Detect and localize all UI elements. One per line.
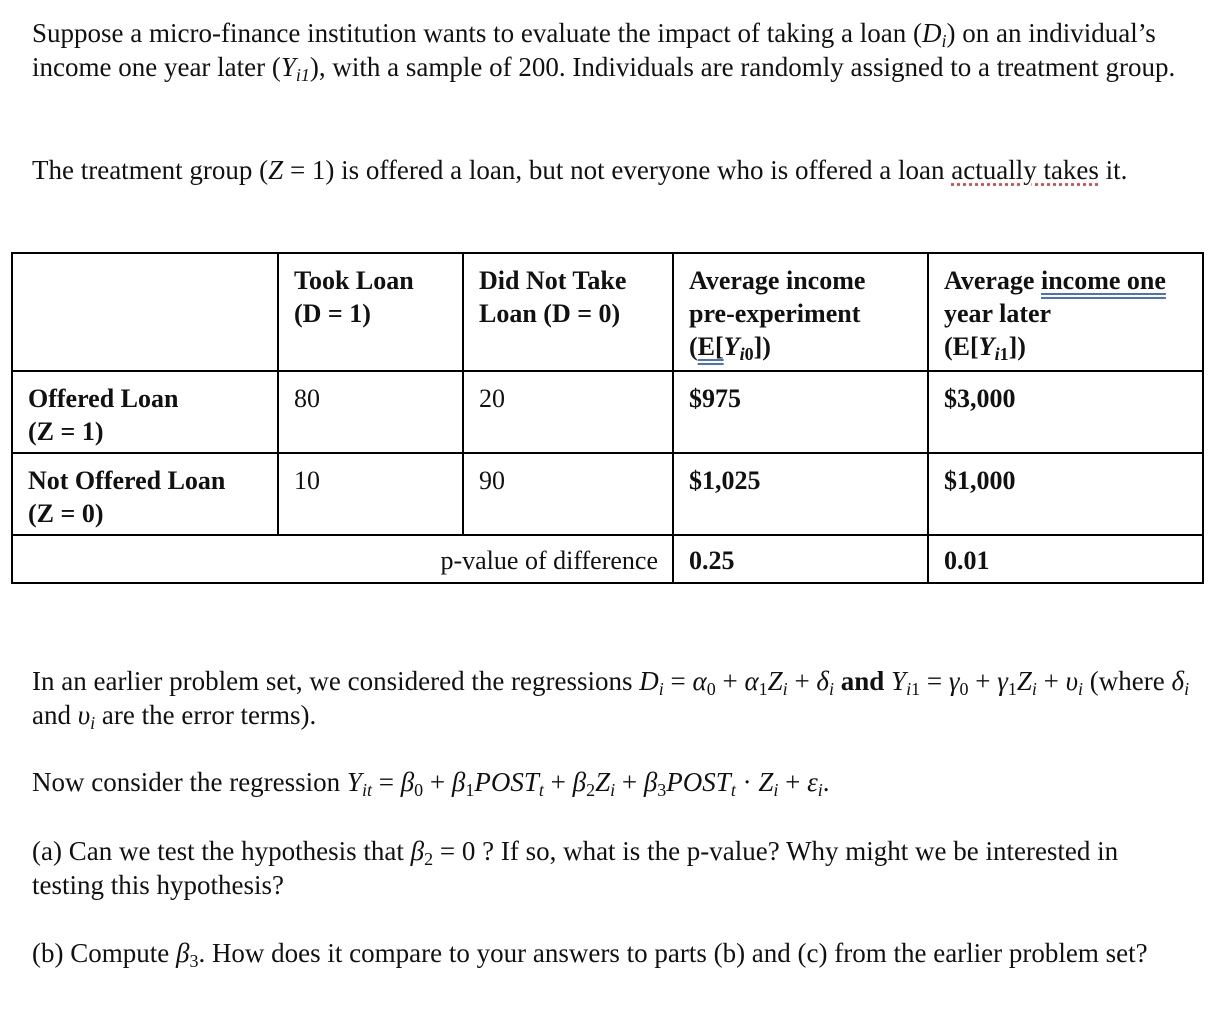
- pvalue-post: 0.01: [928, 535, 1203, 583]
- results-table: [11, 252, 1204, 584]
- treatment-paragraph: The treatment group (Z = 1) is offered a loan, but not everyone who is offered a loan actually takes it.: [32, 155, 1128, 185]
- cell-post-income: $1,000: [928, 453, 1203, 535]
- cell-pre-income: $975: [673, 371, 928, 453]
- pvalue-pre: 0.25: [673, 535, 928, 583]
- cell-not-took: 90: [463, 453, 673, 535]
- did-regression-paragraph: Now consider the regression $Y_{it} = \beta_0$ + $\beta_1POST_t + \beta_2Z_i$ + $\beta_3POST_t \cdot Z_i + \varepsilon_i$.: [32, 767, 830, 800]
- table-header-row: [12, 253, 1203, 371]
- cell-took: 80: [278, 371, 463, 453]
- question-a: (a) Can we test the hypothesis that $\beta_2 = 0$ ? If so, what is the p-value? Why might we be interested in testing this hypothesis?: [32, 836, 1119, 900]
- cell-took: 10: [278, 453, 463, 535]
- header-did-not-take: Did Not Take Loan (D = 0): [463, 253, 673, 371]
- row-label-not-offered: Not Offered Loan (Z = 0): [12, 453, 278, 535]
- pvalue-label: p-value of difference: [12, 535, 673, 583]
- question-b: (b) Compute $\beta_3$. How does it compare to your answers to parts (b) and (c) from the earlier problem set?: [32, 938, 1148, 971]
- intro-paragraph: Suppose a micro-finance institution wants to evaluate the impact of taking a loan $(D_i)$ on an individual’s income one year later $(Y_{i1})$, with a sample of 200. Individuals are randomly assigned to a treatment group.: [32, 18, 1176, 85]
- regressions-paragraph: In an earlier problem set, we considered the regressions $D_i = \alpha_0 + \alpha_1Z_i + \delta_i$ and $Y_{i1} = \gamma_0 + \gamma_1Z_i + \upsilon_i$ (where $\delta_i$ and $\upsilon_i$ are the error terms).: [32, 666, 1190, 733]
- cell-pre-income: $1,025: [673, 453, 928, 535]
- header-empty: [12, 253, 278, 371]
- header-took-loan: Took Loan (D = 1): [278, 253, 463, 371]
- row-label-offered: Offered Loan (Z = 1): [12, 371, 278, 453]
- table-row: [12, 453, 1203, 535]
- cell-not-took: 20: [463, 371, 673, 453]
- header-pre-income: Average income pre-experiment $(E[Y_{i0}])$: [673, 253, 928, 371]
- pvalue-row: [12, 535, 1203, 583]
- table-row: [12, 371, 1203, 453]
- header-post-income: Average income one year later $(E[Y_{i1}])$: [928, 253, 1203, 371]
- cell-post-income: $3,000: [928, 371, 1203, 453]
